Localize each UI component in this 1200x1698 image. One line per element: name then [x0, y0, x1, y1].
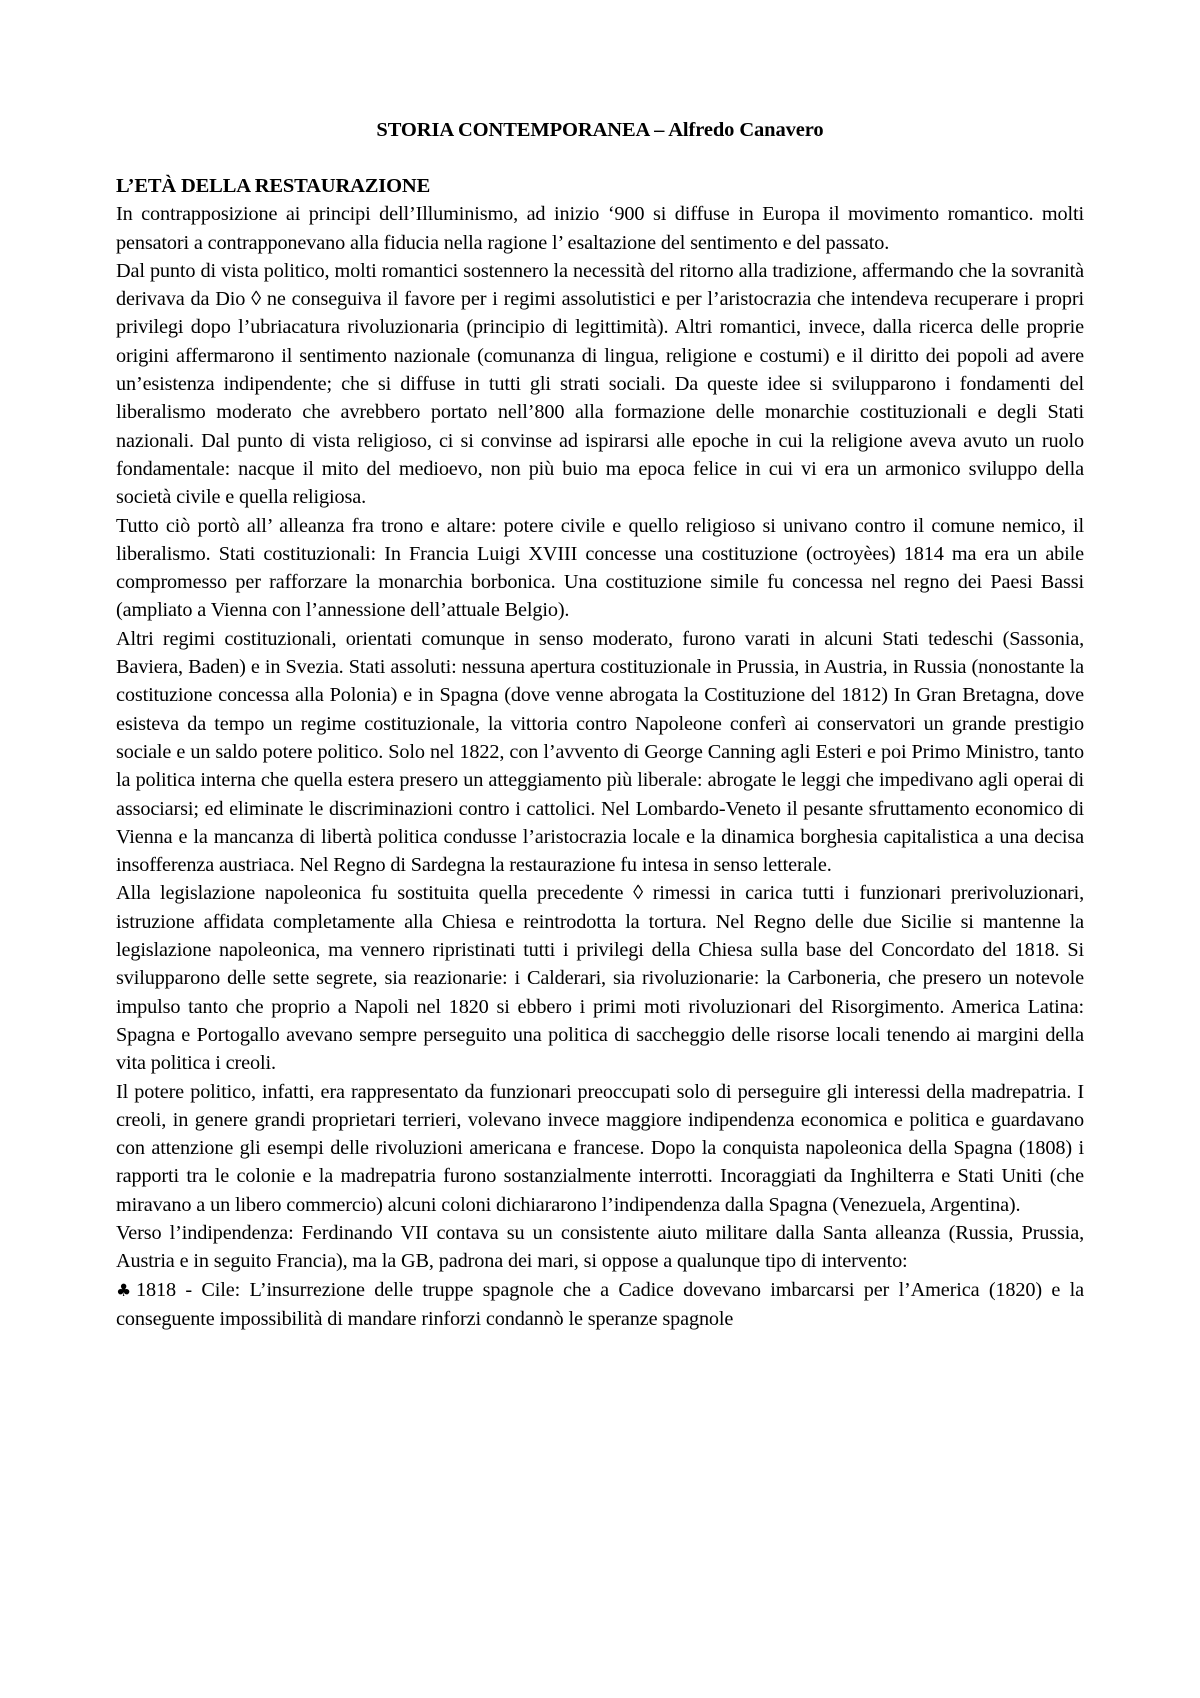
paragraph-romanticism: In contrapposizione ai principi dell’Illuminismo, ad inizio ‘900 si diffuse in Europa il movimento romantico. molti pensatori a contrapponevano alla fiducia nella ragione l’ esaltazione del sentimento e del passato. — [116, 203, 1084, 254]
paragraph-independence: Verso l’indipendenza: Ferdinando VII contava su un consistente aiuto militare dalla Santa alleanza (Russia, Prussia, Austria e in seguito Francia), ma la GB, padrona dei mari, si oppose a qualunque tipo di intervento: — [116, 1221, 1084, 1273]
document-title: STORIA CONTEMPORANEA – Alfredo Canavero — [376, 119, 824, 141]
paragraph-throne-altar: Tutto ciò portò all’ alleanza fra trono e altare: potere civile e quello religioso si univano contro il comune nemico, il liberalismo. Stati costituzionali: In Francia Luigi XVIII concesse una costituzione (octroyèes) 1814 ma era un abile compromesso per rafforzare la monarchia borbonica. Una costituzione simile fu concessa nel regno dei Paesi Bassi (ampliato a Vienna con l’annessione dell’attuale Belgio). — [116, 514, 1084, 622]
paragraph-constitutional-regimes: Altri regimi costituzionali, orientati comunque in senso moderato, furono varati in alcuni Stati tedeschi (Sassonia, Baviera, Baden) e in Svezia. Stati assoluti: nessuna apertura costituzionale in Prussia, in Austria, in Russia (nonostante la costituzione concessa alla Polonia) e in Spagna (dove venne abrogata la Costituzione del 1812) In Gran Bretagna, dove esisteva da tempo un regime costituzionale, la vittoria contro Napoleone conferì ai conservatori un grande prestigio sociale e un saldo potere politico. Solo nel 1822, con l’avvento di George Canning agli Esteri e poi Primo Ministro, tanto la politica interna che quella estera presero un atteggiamento più liberale: abrogate le leggi che impedivano agli operai di associarsi; ed eliminate le discriminazioni contro i cattolici. Nel Lombardo-Veneto il pesante sfruttamento economico di Vienna e la mancanza di libertà politica condusse l’aristocrazia locale e la dinamica borghesia capitalistica a una decisa insofferenza austriaca. Nel Regno di Sardegna la restaurazione fu intesa in senso letterale. — [116, 627, 1084, 877]
bullet-text: 1818 - Cile: L’insurrezione delle truppe spagnole che a Cadice dovevano imbarcarsi per l’America (1820) e la conseguente impossibilità di mandare rinforzi condannò le speranze spagnole — [116, 1278, 1084, 1330]
paragraph-political-power: Il potere politico, infatti, era rappresentato da funzionari preoccupati solo di perseguire gli interessi della madrepatria. I creoli, in genere grandi proprietari terrieri, volevano invece maggiore indipendenza economica e politica e guardavano con attenzione gli esempi delle rivoluzioni americana e francese. Dopo la conquista napoleonica della Spagna (1808) i rapporti tra le colonie e la madrepatria furono sostanzialmente interrotti. Incoraggiati da Inghilterra e Stati Uniti (che miravano a un libero commercio) alcuni coloni dichiararono l’indipendenza dalla Spagna (Venezuela, Argentina). — [116, 1080, 1084, 1216]
bullet-item — [116, 1276, 1084, 1334]
paragraph-political-view: Dal punto di vista politico, molti romantici sostennero la necessità del ritorno alla tradizione, affermando che la sovranità derivava da Dio ◊ ne conseguiva il favore per i regimi assolutistici e per l’aristocrazia che intendeva recuperare i propri privilegi dopo l’ubriacatura rivoluzionaria (principio di legittimità). Altri romantici, invece, dalla ricerca delle proprie origini affermarono il sentimento nazionale (comunanza di lingua, religione e costumi) e il diritto dei popoli ad avere un’esistenza indipendente; che si diffuse in tutti gli strati sociali. Da queste idee si svilupparono i fondamenti del liberalismo moderato che avrebbero portato nell’800 alla formazione delle monarchie costituzionali e degli Stati nazionali. Dal punto di vista religioso, ci si convinse ad ispirarsi alle epoche in cui la religione aveva avuto un ruolo fondamentale: nacque il mito del medioevo, non più buio ma epoca felice in cui vi era un armonico sviluppo della società civile e quella religiosa. — [116, 259, 1084, 509]
section-heading: L’ETÀ DELLA RESTAURAZIONE — [116, 175, 431, 197]
club-icon: ♣ — [116, 1280, 132, 1301]
document-body — [116, 172, 1084, 1333]
paragraph-napoleonic-legislation: Alla legislazione napoleonica fu sostituita quella precedente ◊ rimessi in carica tutti i funzionari prerivoluzionari, istruzione affidata completamente alla Chiesa e reintrodotta la tortura. Nel Regno delle due Sicilie si mantenne la legislazione napoleonica, ma vennero ripristinati tutti i privilegi della Chiesa sulla base del Concordato del 1818. Si svilupparono delle sette segrete, sia reazionarie: i Calderari, sia rivoluzionarie: la Carboneria, che presero un notevole impulso tanto che proprio a Napoli nel 1820 si ebbero i primi moti rivoluzionari del Risorgimento. America Latina: Spagna e Portogallo avevano sempre perseguito una politica di saccheggio delle risorse locali tenendo ai margini della vita politica i creoli. — [116, 882, 1084, 1075]
